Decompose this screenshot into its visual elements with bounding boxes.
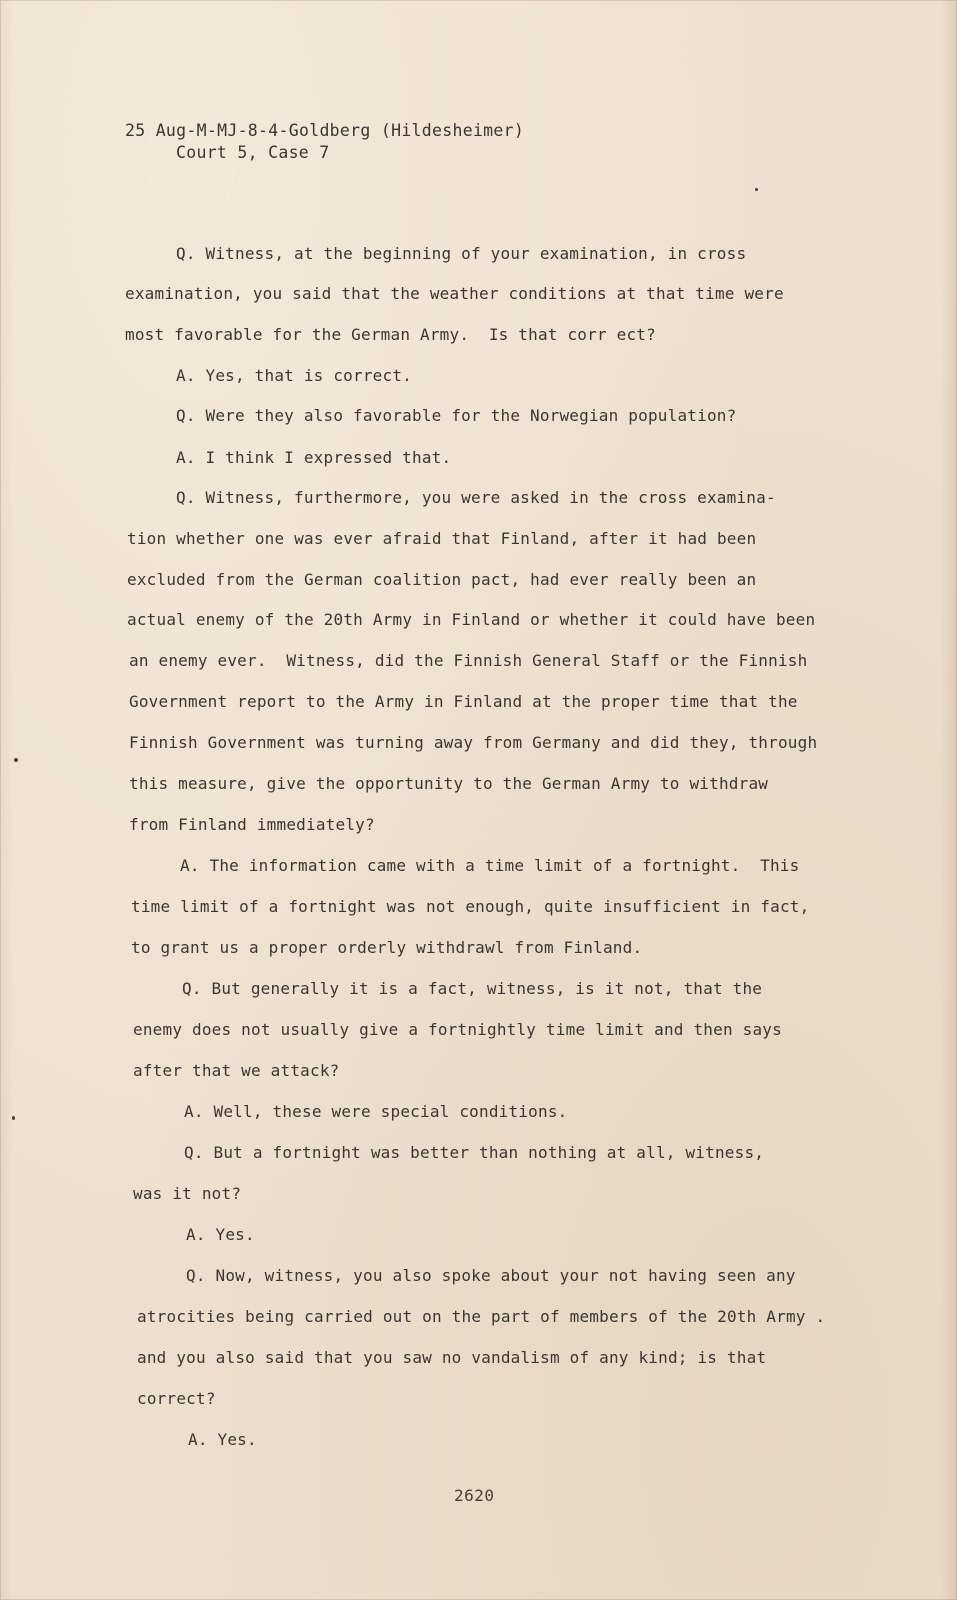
transcript-line: Q. Witness, at the beginning of your examination, in cross bbox=[176, 244, 747, 263]
transcript-line: time limit of a fortnight was not enough, quite insufficient in fact, bbox=[131, 897, 810, 916]
paper-speck bbox=[14, 758, 18, 762]
transcript-line: A. The information came with a time limit of a fortnight. This bbox=[180, 856, 800, 875]
transcript-line: Q. Now, witness, you also spoke about your not having seen any bbox=[186, 1266, 796, 1285]
transcript-line: A. Yes. bbox=[188, 1430, 257, 1449]
transcript-line: was it not? bbox=[133, 1184, 242, 1203]
paper-speck bbox=[12, 1116, 15, 1120]
transcript-line: A. Yes, that is correct. bbox=[176, 366, 412, 385]
transcript-line: examination, you said that the weather conditions at that time were bbox=[125, 284, 784, 303]
transcript-line: Q. Witness, furthermore, you were asked in the cross examina- bbox=[176, 488, 776, 507]
transcript-line: most favorable for the German Army. Is that corr ect? bbox=[125, 325, 656, 344]
transcript-line: enemy does not usually give a fortnightly time limit and then says bbox=[133, 1020, 782, 1039]
transcript-line: Finnish Government was turning away from Germany and did they, through bbox=[129, 733, 818, 752]
transcript-line: excluded from the German coalition pact, had ever really been an bbox=[127, 570, 757, 589]
transcript-line: Q. But generally it is a fact, witness, is it not, that the bbox=[182, 979, 763, 998]
transcript-line: A. I think I expressed that. bbox=[176, 448, 452, 467]
transcript-line: an enemy ever. Witness, did the Finnish General Staff or the Finnish bbox=[129, 651, 808, 670]
transcript-line: Government report to the Army in Finland at the proper time that the bbox=[129, 692, 798, 711]
transcript-line: Q. Were they also favorable for the Norwegian population? bbox=[176, 406, 737, 425]
transcript-line: A. Well, these were special conditions. bbox=[184, 1102, 568, 1121]
transcript-line: and you also said that you saw no vandalism of any kind; is that bbox=[137, 1348, 767, 1367]
transcript-line: atrocities being carried out on the part of members of the 20th Army . bbox=[137, 1307, 826, 1326]
transcript-line: after that we attack? bbox=[133, 1061, 340, 1080]
paper-speck bbox=[755, 188, 758, 191]
transcript-line: tion whether one was ever afraid that Finland, after it had been bbox=[127, 529, 757, 548]
court-case-label: Court 5, Case 7 bbox=[176, 143, 330, 162]
transcript-line: Q. But a fortnight was better than nothing at all, witness, bbox=[184, 1143, 765, 1162]
transcript-line: from Finland immediately? bbox=[129, 815, 375, 834]
transcript-line: A. Yes. bbox=[186, 1225, 255, 1244]
transcript-line: this measure, give the opportunity to the German Army to withdraw bbox=[129, 774, 769, 793]
transcript-line: to grant us a proper orderly withdrawl from Finland. bbox=[131, 938, 643, 957]
document-reference: 25 Aug-M-MJ-8-4-Goldberg (Hildesheimer) bbox=[125, 121, 525, 140]
page-number: 2620 bbox=[454, 1486, 495, 1505]
transcript-line: actual enemy of the 20th Army in Finland or whether it could have been bbox=[127, 610, 816, 629]
transcript-line: correct? bbox=[137, 1389, 216, 1408]
